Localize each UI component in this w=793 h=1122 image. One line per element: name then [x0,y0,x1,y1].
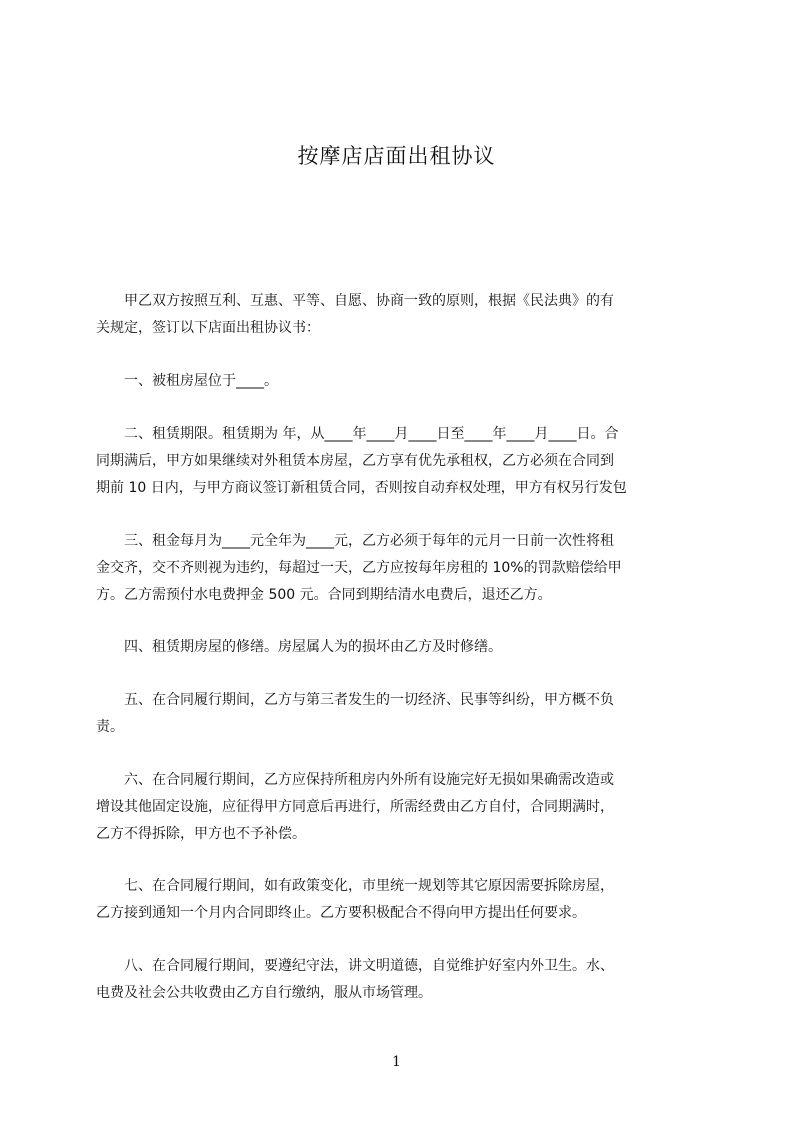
paragraph-clause-4 [96,634,702,661]
paragraph-line: 甲乙双方按照互利、互惠、平等、自愿、协商一致的原则，根据《民法典》的有 [96,293,614,309]
paragraph-line: 金交齐，交不齐则视为违约，每超过一天，乙方应按每年房租的 10%的罚款赔偿给甲 [96,560,622,576]
paragraph-line: 增设其他固定设施，应征得甲方同意后再进行，所需经费由乙方自付，合同期满时， [96,799,614,815]
page-number: 1 [392,1054,401,1070]
paragraph-line: 乙方不得拆除，甲方也不予补偿。 [96,826,306,842]
paragraph-line: 期前 10 日内，与甲方商议签订新租赁合同，否则按自动弃权处理，甲方有权另行发包 [96,480,627,496]
paragraph-clause-2 [96,421,702,502]
paragraph-clause-5 [96,687,702,741]
paragraph-line: 同期满后，甲方如果继续对外租赁本房屋，乙方享有优先承租权，乙方必须在合同到 [96,453,614,469]
paragraph-line: 乙方接到通知一个月内合同即终止。乙方要积极配合不得向甲方提出任何要求。 [96,905,586,921]
paragraph-intro [96,288,702,342]
paragraph-clause-8 [96,953,702,1007]
paragraph-line: 一、被租房屋位于____。 [96,373,278,389]
paragraph-line: 七、在合同履行期间，如有政策变化，市里统一规划等其它原因需要拆除房屋， [96,878,614,894]
document-title: 按摩店店面出租协议 [297,144,496,168]
paragraph-clause-3 [96,528,702,609]
paragraph-line: 二、租赁期限。租赁期为 年，从____年____月____日至____年____月____日。合 [96,426,619,442]
paragraph-line: 四、租赁期房屋的修缮。房屋属人为的损坏由乙方及时修缮。 [96,639,502,655]
paragraph-clause-1 [96,368,702,395]
paragraph-line: 责。 [96,719,124,735]
paragraph-line: 八、在合同履行期间，要遵纪守法，讲文明道德，自觉维护好室内外卫生。水、 [96,958,614,974]
paragraph-clause-6 [96,767,702,848]
paragraph-line: 三、租金每月为____元全年为____元，乙方必须于每年的元月一日前一次性将租 [96,533,614,549]
paragraph-line: 方。乙方需预付水电费押金 500 元。合同到期结清水电费后，退还乙方。 [96,587,552,603]
paragraph-line: 关规定，签订以下店面出租协议书： [96,320,320,336]
paragraph-line: 电费及社会公共收费由乙方自行缴纳，服从市场管理。 [96,985,432,1001]
paragraph-line: 六、在合同履行期间，乙方应保持所租房内外所有设施完好无损如果确需改造或 [96,772,614,788]
paragraph-clause-7 [96,873,702,927]
paragraph-line: 五、在合同履行期间，乙方与第三者发生的一切经济、民事等纠纷，甲方概不负 [96,692,614,708]
